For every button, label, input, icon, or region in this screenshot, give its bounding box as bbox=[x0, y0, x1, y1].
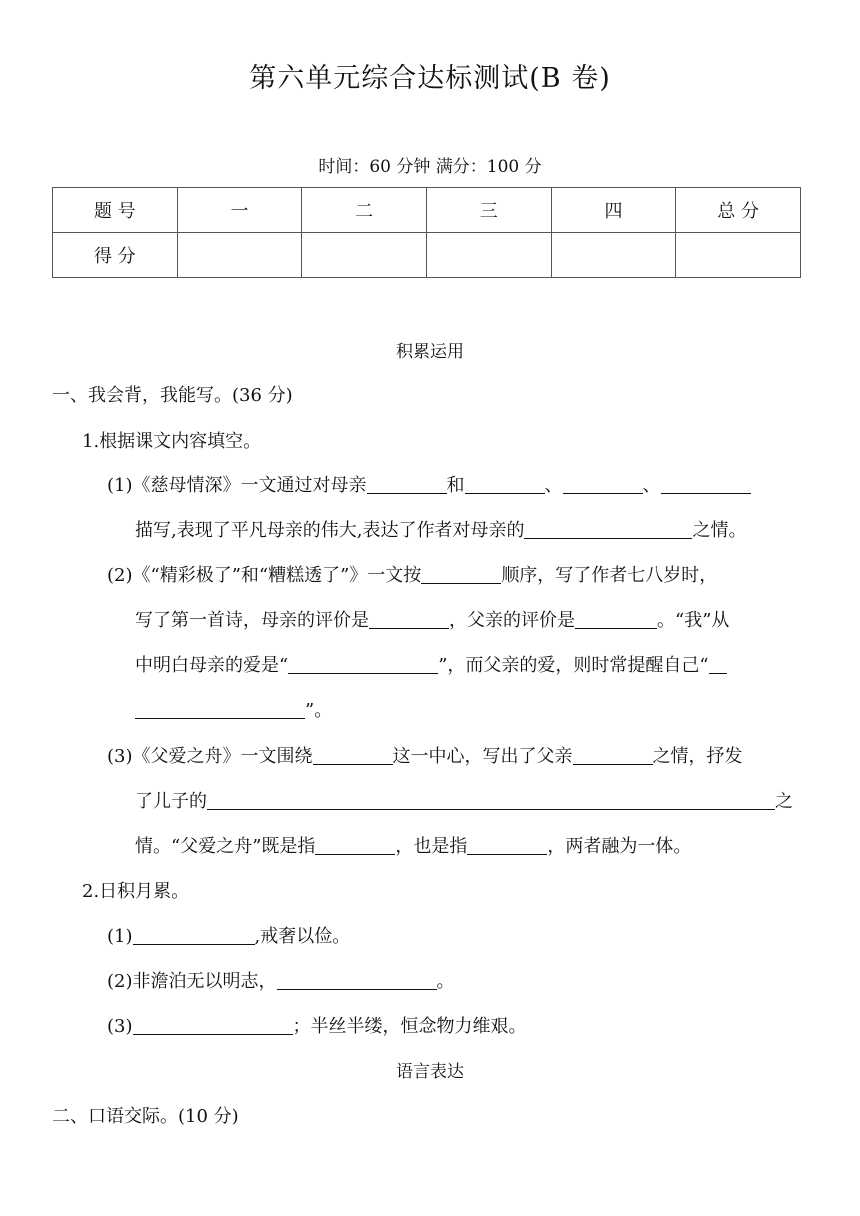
score-cell[interactable] bbox=[426, 233, 551, 278]
fill-item-1-line-2 bbox=[135, 516, 746, 542]
header-cell: 总 分 bbox=[676, 188, 801, 233]
fill-item-3-line-2 bbox=[135, 787, 793, 813]
text-fragment: (3)《父爱之舟》一文围绕 bbox=[107, 746, 313, 767]
fill-item-2-line-2 bbox=[135, 606, 729, 632]
answer-blank[interactable] bbox=[573, 746, 653, 765]
answer-blank[interactable] bbox=[313, 746, 393, 765]
answer-blank[interactable] bbox=[465, 475, 545, 494]
exam-title: 第六单元综合达标测试(B 卷) bbox=[249, 63, 611, 94]
score-cell[interactable] bbox=[177, 233, 302, 278]
answer-blank[interactable] bbox=[421, 565, 501, 584]
answer-blank[interactable] bbox=[367, 475, 447, 494]
text-fragment: 之 bbox=[775, 791, 793, 812]
text-fragment: 。“我”从 bbox=[657, 610, 730, 631]
fill-item-2-line-3 bbox=[135, 651, 727, 677]
answer-blank[interactable] bbox=[467, 836, 547, 855]
question-1-heading: 一、我会背，我能写。(36 分) bbox=[52, 385, 293, 406]
score-cell[interactable] bbox=[302, 233, 427, 278]
score-table bbox=[52, 187, 801, 278]
text-fragment: ,戒奢以俭。 bbox=[254, 926, 351, 947]
answer-blank[interactable] bbox=[709, 655, 727, 674]
text-fragment: ，也是指 bbox=[395, 836, 468, 857]
text-fragment: 写了第一首诗，母亲的评价是 bbox=[135, 610, 369, 631]
answer-blank[interactable] bbox=[524, 520, 692, 539]
header-cell: 题 号 bbox=[53, 188, 178, 233]
text-fragment: (1) bbox=[107, 926, 133, 947]
text-fragment: (2)《“精彩极了”和“糟糕透了”》一文按 bbox=[107, 565, 422, 586]
text-fragment: ”，而父亲的爱，则时常提醒自己“ bbox=[438, 655, 709, 676]
header-cell: 三 bbox=[426, 188, 551, 233]
text-fragment: 之情，抒发 bbox=[652, 746, 743, 767]
section-heading-expression: 语言表达 bbox=[396, 1062, 464, 1082]
text-fragment: 之情。 bbox=[692, 520, 747, 541]
row-label-cell: 得 分 bbox=[53, 233, 178, 278]
header-cell: 二 bbox=[302, 188, 427, 233]
answer-blank[interactable] bbox=[133, 1016, 293, 1035]
fill-item-2-line-4 bbox=[135, 696, 332, 722]
fill-item-1-line-1 bbox=[107, 471, 751, 497]
answer-blank[interactable] bbox=[661, 475, 751, 494]
score-table-header-row bbox=[53, 188, 801, 233]
score-table-score-row bbox=[53, 233, 801, 278]
answer-blank[interactable] bbox=[135, 700, 305, 719]
question-2-heading: 二、口语交际。(10 分) bbox=[52, 1106, 239, 1127]
answer-blank[interactable] bbox=[563, 475, 643, 494]
recite-item-2 bbox=[107, 967, 455, 993]
text-fragment: ”。 bbox=[305, 700, 333, 721]
header-cell: 一 bbox=[177, 188, 302, 233]
fill-item-2-line-1 bbox=[107, 561, 717, 587]
score-cell[interactable] bbox=[676, 233, 801, 278]
exam-meta: 时间：60 分钟 满分：100 分 bbox=[318, 157, 542, 177]
answer-blank[interactable] bbox=[133, 926, 255, 945]
recite-item-1 bbox=[107, 922, 350, 948]
text-fragment: 、 bbox=[642, 475, 661, 496]
question-1-part-1-prompt: 1.根据课文内容填空。 bbox=[82, 431, 262, 452]
text-fragment: (1)《慈母情深》一文通过对母亲 bbox=[107, 475, 367, 496]
text-fragment: ，两者融为一体。 bbox=[547, 836, 692, 857]
answer-blank[interactable] bbox=[315, 836, 395, 855]
text-fragment: 中明白母亲的爱是“ bbox=[135, 655, 289, 676]
answer-blank[interactable] bbox=[575, 610, 657, 629]
text-fragment: 这一中心，写出了父亲 bbox=[392, 746, 573, 767]
answer-blank[interactable] bbox=[369, 610, 449, 629]
section-heading-accumulation: 积累运用 bbox=[396, 342, 464, 362]
text-fragment: 顺序，写了作者七八岁时， bbox=[501, 565, 718, 586]
answer-blank[interactable] bbox=[288, 655, 438, 674]
text-fragment: (3) bbox=[107, 1016, 133, 1037]
text-fragment: ；半丝半缕，恒念物力维艰。 bbox=[292, 1016, 527, 1037]
text-fragment: (2)非澹泊无以明志， bbox=[107, 971, 277, 992]
question-1-part-2-prompt: 2.日积月累。 bbox=[82, 881, 190, 902]
text-fragment: 了儿子的 bbox=[135, 791, 207, 812]
text-fragment: 、 bbox=[544, 475, 563, 496]
header-cell: 四 bbox=[551, 188, 676, 233]
text-fragment: 和 bbox=[446, 475, 465, 496]
text-fragment: ，父亲的评价是 bbox=[449, 610, 575, 631]
answer-blank[interactable] bbox=[207, 791, 775, 810]
text-fragment: 。 bbox=[436, 971, 455, 992]
score-cell[interactable] bbox=[551, 233, 676, 278]
text-fragment: 情。“父爱之舟”既是指 bbox=[135, 836, 316, 857]
fill-item-3-line-1 bbox=[107, 742, 743, 768]
answer-blank[interactable] bbox=[277, 971, 437, 990]
fill-item-3-line-3 bbox=[135, 832, 691, 858]
text-fragment: 描写,表现了平凡母亲的伟大,表达了作者对母亲的 bbox=[135, 520, 525, 541]
recite-item-3 bbox=[107, 1012, 527, 1038]
